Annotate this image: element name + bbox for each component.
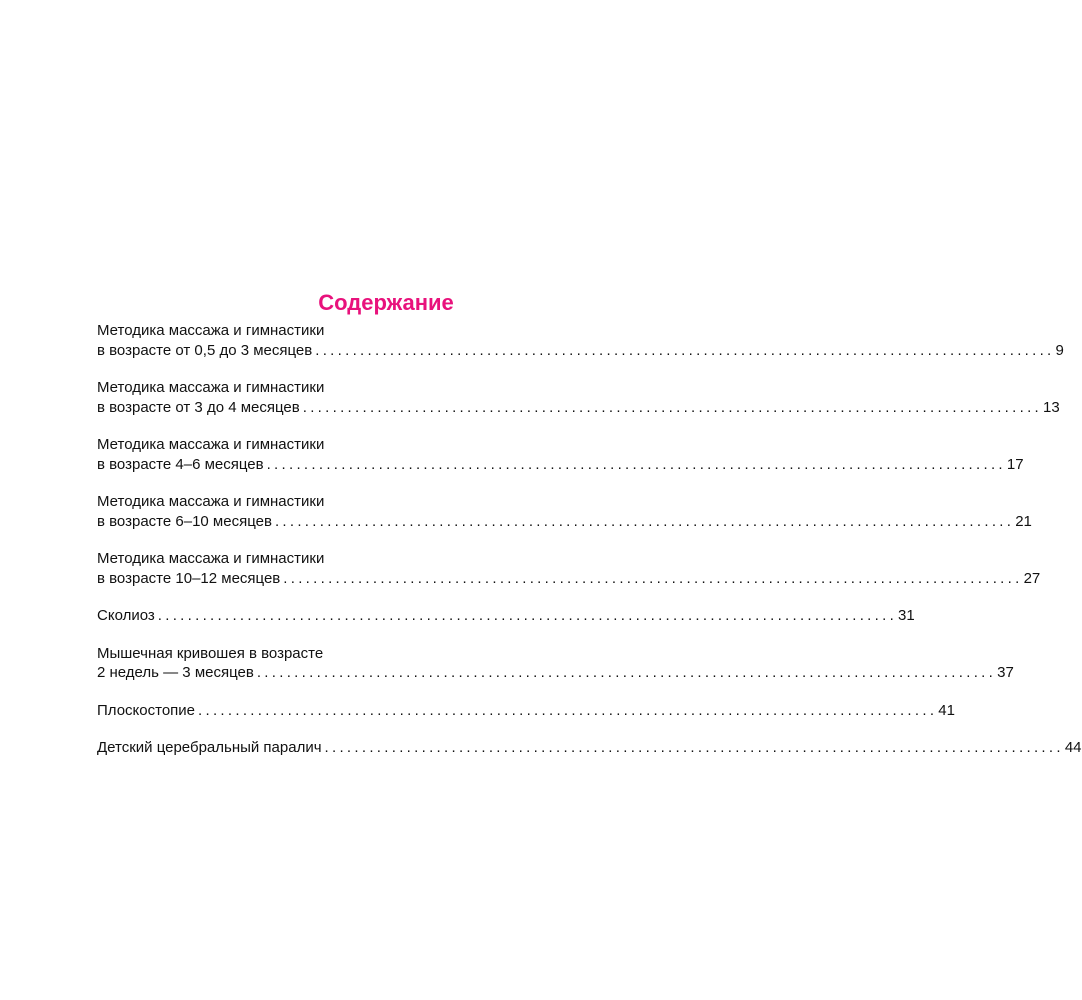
toc-entry-title-line: в возрасте 6–10 месяцев — [97, 512, 272, 530]
toc-entry[interactable] — [97, 644, 1014, 683]
toc-entry[interactable] — [97, 701, 955, 721]
toc-page-number: 21 — [1015, 512, 1032, 530]
dot-leader: ................................................................................................... — [266, 455, 1006, 473]
dot-leader: ................................................................................................... — [315, 341, 1055, 359]
toc-entry-title-line: Методика массажа и гимнастики — [97, 436, 325, 453]
toc-entry-title-line: Методика массажа и гимнастики — [97, 322, 325, 339]
dot-leader: ................................................................................................... — [283, 569, 1023, 587]
toc-page-number: 17 — [1006, 455, 1024, 473]
toc-entry-title-line: в возрасте 10–12 месяцев — [97, 569, 281, 587]
toc-entry[interactable] — [97, 549, 1041, 588]
toc-entry[interactable] — [97, 606, 915, 626]
toc-entry[interactable] — [97, 492, 1032, 531]
page-title: Содержание — [318, 289, 454, 315]
toc-entry-title-line: Методика массажа и гимнастики — [97, 379, 325, 396]
toc-entry-title-line: в возрасте 4–6 месяцев — [97, 455, 264, 473]
toc-entry[interactable] — [97, 321, 1064, 360]
toc-entry-title-line: 2 недель — 3 месяцев — [97, 664, 254, 681]
toc-page-number: 9 — [1055, 341, 1064, 359]
toc-entry-title-line: Плоскостопие — [97, 701, 196, 719]
toc-entry-title-line: в возрасте от 0,5 до 3 месяцев — [97, 341, 313, 359]
toc-entry[interactable] — [97, 378, 1060, 417]
dot-leader: ................................................................................................... — [157, 607, 898, 624]
toc-entry-title-line: в возрасте от 3 до 4 месяцев — [97, 398, 300, 416]
toc-entry-title-line: Методика массажа и гимнастики — [97, 493, 325, 510]
toc-page-number: 27 — [1023, 569, 1041, 587]
dot-leader: ................................................................................................... — [256, 664, 997, 681]
toc-page-number: 44 — [1064, 739, 1082, 756]
dot-leader: ................................................................................................... — [302, 398, 1043, 416]
dot-leader: ................................................................................................... — [324, 739, 1064, 756]
toc-page-number: 13 — [1043, 398, 1060, 416]
toc-entry-title-line: Мышечная кривошея в возрасте — [97, 644, 324, 662]
toc-entry-title-line: Детский церебральный паралич — [97, 739, 322, 756]
toc-entry[interactable] — [97, 738, 1082, 758]
toc-page-number: 41 — [938, 701, 955, 719]
toc-page-number: 31 — [898, 607, 915, 624]
toc-entry-title-line: Методика массажа и гимнастики — [97, 550, 325, 567]
toc-page-number: 37 — [997, 664, 1014, 681]
dot-leader: ................................................................................................... — [198, 701, 938, 719]
toc-entry[interactable] — [97, 435, 1024, 474]
dot-leader: ................................................................................................... — [274, 512, 1015, 530]
table-of-contents — [97, 321, 1082, 776]
toc-entry-title-line: Сколиоз — [97, 607, 155, 624]
